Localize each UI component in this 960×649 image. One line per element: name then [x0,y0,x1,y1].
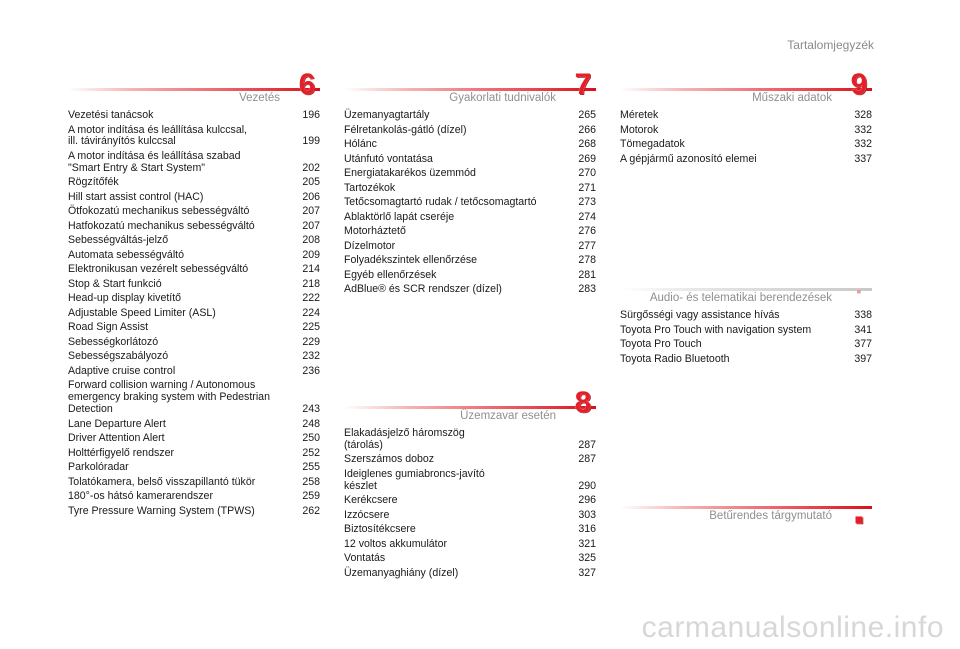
toc-entry-title: Driver Attention Alert [68,432,165,445]
toc-entry[interactable] [344,168,596,180]
toc-entry[interactable] [344,510,596,522]
toc-entry-title: Adjustable Speed Limiter (ASL) [68,306,216,319]
toc-entry-title: Ötfokozatú mechanikus sebességváltó [68,205,250,218]
toc-entry-page: 327 [578,566,596,579]
chapter-marker-icon[interactable]: ▪ [856,283,862,299]
toc-entry-page: 274 [578,210,596,223]
toc-entry-title: 12 voltos akkumulátor [344,537,448,550]
toc-entry-title: Üzemanyagtartály [344,109,430,121]
toc-entry-page: 273 [578,196,596,208]
toc-entry[interactable] [68,264,320,276]
toc-entry-title: Biztosítékcsere [344,523,416,536]
toc-entry[interactable] [68,206,320,218]
toc-entry-page: 277 [578,239,596,252]
toc-entry-page: 269 [578,152,596,165]
toc-entry-page: 205 [302,176,320,189]
toc-entry[interactable] [68,110,320,122]
toc-entry[interactable] [344,110,596,122]
toc-entry[interactable] [68,177,320,189]
toc-entry-title: Szerszámos doboz [344,453,435,466]
section-divider [344,406,596,409]
toc-entry[interactable] [620,154,872,166]
toc-entry[interactable] [344,270,596,282]
toc-list [620,110,872,165]
toc-entry-page: 202 [302,161,320,174]
chapter-number-badge[interactable]: 7 [574,68,592,101]
toc-entry[interactable] [68,366,320,378]
toc-entry[interactable] [68,125,320,149]
toc-entry-page: 258 [302,475,320,488]
toc-entry-page: 225 [302,321,320,334]
section-title[interactable]: Betűrendes tárgymutató [709,510,832,522]
toc-entry-page: 268 [578,138,596,150]
toc-entry-page: 287 [578,438,596,451]
toc-entry-title: A motor indítása és leállítása kulccsal, ill. távirányítós kulccsal [68,123,248,148]
section-header [68,70,320,110]
toc-entry[interactable] [344,197,596,209]
toc-entry[interactable] [68,351,320,363]
toc-entry-page: 222 [302,292,320,305]
toc-entry-page: 265 [578,109,596,121]
toc-entry-page: 325 [578,552,596,565]
toc-entry[interactable] [620,110,872,122]
toc-entry-title: Tömegadatok [620,138,685,150]
toc-entry-title: A motor indítása és leállítása szabad "Smart Entry & Start System" [68,149,241,174]
toc-entry-title: Motorok [620,123,659,136]
toc-entry-page: 218 [302,277,320,290]
toc-entry-page: 206 [302,190,320,203]
toc-entry[interactable] [344,212,596,224]
toc-entry-page: 243 [302,403,320,416]
toc-entry-page: 229 [302,335,320,348]
toc-entry-title: Adaptive cruise control [68,364,176,377]
toc-entry-title: Vontatás [344,552,386,565]
section-title: Üzemzavar esetén [460,410,556,422]
toc-list [620,310,872,365]
toc-list [344,110,596,296]
toc-entry-page: 337 [854,152,872,165]
section-divider [68,88,320,91]
chapter-number-badge[interactable]: 9 [850,68,868,101]
page-title: Tartalomjegyzék [787,38,874,52]
toc-entry-title: Road Sign Assist [68,321,149,334]
toc-entry-page: 328 [854,109,872,121]
toc-entry-page: 316 [578,523,596,536]
toc-entry-title: Üzemanyaghiány (dízel) [344,566,459,579]
section-title: Műszaki adatok [752,92,832,104]
toc-entry[interactable] [344,255,596,267]
toc-entry[interactable] [344,183,596,195]
toc-entry[interactable] [344,284,596,296]
section-header [620,488,872,528]
toc-entry-title: Méretek [620,109,659,121]
toc-entry-title: Forward collision warning / Autonomous emergency braking system with Pedestrian Detection [68,379,270,416]
toc-entry-page: 397 [854,352,872,365]
watermark: carmanualsonline.info [641,611,944,644]
toc-entry[interactable] [344,154,596,166]
toc-entry-page: 255 [302,461,320,474]
toc-entry[interactable] [68,235,320,247]
toc-entry-title: AdBlue® és SCR rendszer (dízel) [344,283,502,295]
toc-entry[interactable] [344,524,596,536]
section-divider [344,88,596,91]
toc-entry-title: Ideiglenes gumiabroncs-javító készlet [344,467,485,492]
toc-entry[interactable] [620,310,872,322]
toc-entry-page: 199 [302,135,320,148]
toc-entry-page: 338 [854,309,872,321]
toc-entry[interactable] [68,192,320,204]
section-header [344,70,596,110]
toc-entry-title: Sürgősségi vagy assistance hívás [620,309,780,321]
toc-entry-page: 209 [302,248,320,261]
toc-entry[interactable] [620,339,872,351]
toc-entry-title: Toyota Radio Bluetooth [620,352,730,365]
toc-entry-title: Tyre Pressure Warning System (TPWS) [68,504,255,517]
toc-entry[interactable] [344,568,596,580]
toc-entry-title: Stop & Start funkció [68,277,162,290]
toc-entry-title: Motorháztető [344,225,406,237]
toc-entry-title: Sebességkorlátozó [68,335,159,348]
toc-entry-page: 207 [302,219,320,232]
toc-entry-page: 252 [302,446,320,459]
section-title: Gyakorlati tudnivalók [449,92,556,104]
toc-entry-page: 303 [578,508,596,521]
toc-entry[interactable] [68,477,320,489]
toc-entry-page: 266 [578,123,596,136]
toc-entry[interactable] [68,293,320,305]
toc-entry-title: Tartozékok [344,181,396,194]
toc-entry[interactable] [68,337,320,349]
toc-entry-page: 281 [578,268,596,281]
toc-entry-page: 271 [578,181,596,194]
section-muszaki [620,70,872,168]
toc-entry-title: Kerékcsere [344,494,398,507]
toc-entry-title: Ablaktörlő lapát cseréje [344,210,455,223]
toc-entry-page: 283 [578,283,596,295]
toc-entry[interactable] [344,241,596,253]
toc-entry-page: 377 [854,338,872,350]
toc-entry[interactable] [68,308,320,320]
section-divider [620,288,872,291]
toc-entry[interactable] [344,469,596,493]
toc-entry[interactable] [344,495,596,507]
toc-entry-page: 276 [578,225,596,237]
toc-entry-title: Vezetési tanácsok [68,109,154,121]
toc-entry[interactable] [344,553,596,565]
toc-entry[interactable] [68,250,320,262]
toc-entry-page: 208 [302,234,320,247]
toc-entry[interactable] [620,139,872,151]
toc-entry-page: 296 [578,494,596,507]
toc-entry-title: Sebességváltás-jelző [68,234,169,247]
toc-entry-page: 332 [854,138,872,150]
toc-entry-page: 270 [578,167,596,179]
toc-entry[interactable] [344,139,596,151]
section-header [620,270,872,310]
toc-entry-title: Dízelmotor [344,239,396,252]
toc-entry-page: 278 [578,254,596,266]
toc-entry[interactable] [68,151,320,175]
toc-entry[interactable] [68,433,320,445]
toc-entry-page: 341 [854,323,872,336]
toc-entry[interactable] [68,506,320,518]
toc-entry-title: Parkolóradar [68,461,129,474]
toc-entry-page: 250 [302,432,320,445]
toc-entry-title: Holttérfigyelő rendszer [68,446,174,459]
toc-entry-title: Sebességszabályozó [68,350,169,363]
toc-entry-title: 180°-os hátsó kamerarendszer [68,490,213,503]
toc-entry[interactable] [344,454,596,466]
toc-entry[interactable] [620,125,872,137]
toc-entry-title: Rögzítőfék [68,176,119,189]
toc-entry-title: Head-up display kivetítő [68,292,182,305]
toc-entry-page: 332 [854,123,872,136]
toc-entry[interactable] [620,325,872,337]
toc-entry-page: 321 [578,537,596,550]
toc-entry[interactable] [68,419,320,431]
toc-entry[interactable] [68,491,320,503]
section-index[interactable] [620,488,872,528]
section-title: Vezetés [239,92,280,104]
section-audio [620,270,872,368]
toc-entry[interactable] [68,380,320,416]
toc-entry[interactable] [68,462,320,474]
section-gyakorlati [344,70,596,299]
section-uzemzavar [344,388,596,582]
toc-entry-title: Hatfokozatú mechanikus sebességváltó [68,219,255,232]
toc-entry-title: Elektronikusan vezérelt sebességváltó [68,263,249,276]
section-vezetes [68,70,320,520]
toc-entry-page: 290 [578,479,596,492]
toc-entry-page: 287 [578,453,596,466]
toc-entry-title: Tetőcsomagtartó rudak / tetőcsomagtartó [344,196,537,208]
toc-entry-title: A gépjármű azonosító elemei [620,152,757,165]
toc-entry[interactable] [68,279,320,291]
toc-entry[interactable] [344,428,596,452]
toc-list [344,428,596,580]
section-divider [620,88,872,91]
chapter-number-badge[interactable]: 8 [574,386,592,419]
toc-entry-title: Egyéb ellenőrzések [344,268,437,281]
toc-entry-title: Hill start assist control (HAC) [68,190,204,203]
section-header [620,70,872,110]
toc-entry-title: Izzócsere [344,508,390,521]
toc-entry[interactable] [68,221,320,233]
toc-entry-page: 214 [302,263,320,276]
chapter-marker-icon[interactable]: ■ [854,511,864,527]
toc-entry-title: Tolatókamera, belső visszapillantó tükör [68,475,256,488]
toc-entry[interactable] [344,539,596,551]
section-title: Audio- és telematikai berendezések [649,292,832,304]
toc-entry-title: Automata sebességváltó [68,248,185,261]
toc-entry-title: Toyota Pro Touch with navigation system [620,323,812,336]
toc-entry-page: 232 [302,350,320,363]
toc-entry-page: 248 [302,417,320,430]
toc-entry-title: Energiatakarékos üzemmód [344,167,476,179]
toc-entry-title: Elakadásjelző háromszög (tárolás) [344,427,465,451]
toc-entry-title: Lane Departure Alert [68,417,166,430]
toc-entry-page: 259 [302,490,320,503]
toc-entry-title: Toyota Pro Touch [620,338,702,350]
toc-entry[interactable] [620,354,872,366]
toc-entry-title: Utánfutó vontatása [344,152,433,165]
toc-entry-page: 207 [302,205,320,218]
toc-entry-page: 236 [302,364,320,377]
chapter-number-badge[interactable]: 6 [298,68,316,101]
section-header [344,388,596,428]
toc-entry[interactable] [344,226,596,238]
toc-entry[interactable] [68,448,320,460]
toc-entry[interactable] [344,125,596,137]
toc-list [68,110,320,518]
toc-entry[interactable] [68,322,320,334]
toc-entry-page: 224 [302,306,320,319]
toc-entry-page: 262 [302,504,320,517]
toc-entry-title: Folyadékszintek ellenőrzése [344,254,478,266]
toc-entry-title: Hólánc [344,138,377,150]
toc-entry-title: Félretankolás-gátló (dízel) [344,123,467,136]
section-divider [620,506,872,509]
toc-entry-page: 196 [302,109,320,121]
